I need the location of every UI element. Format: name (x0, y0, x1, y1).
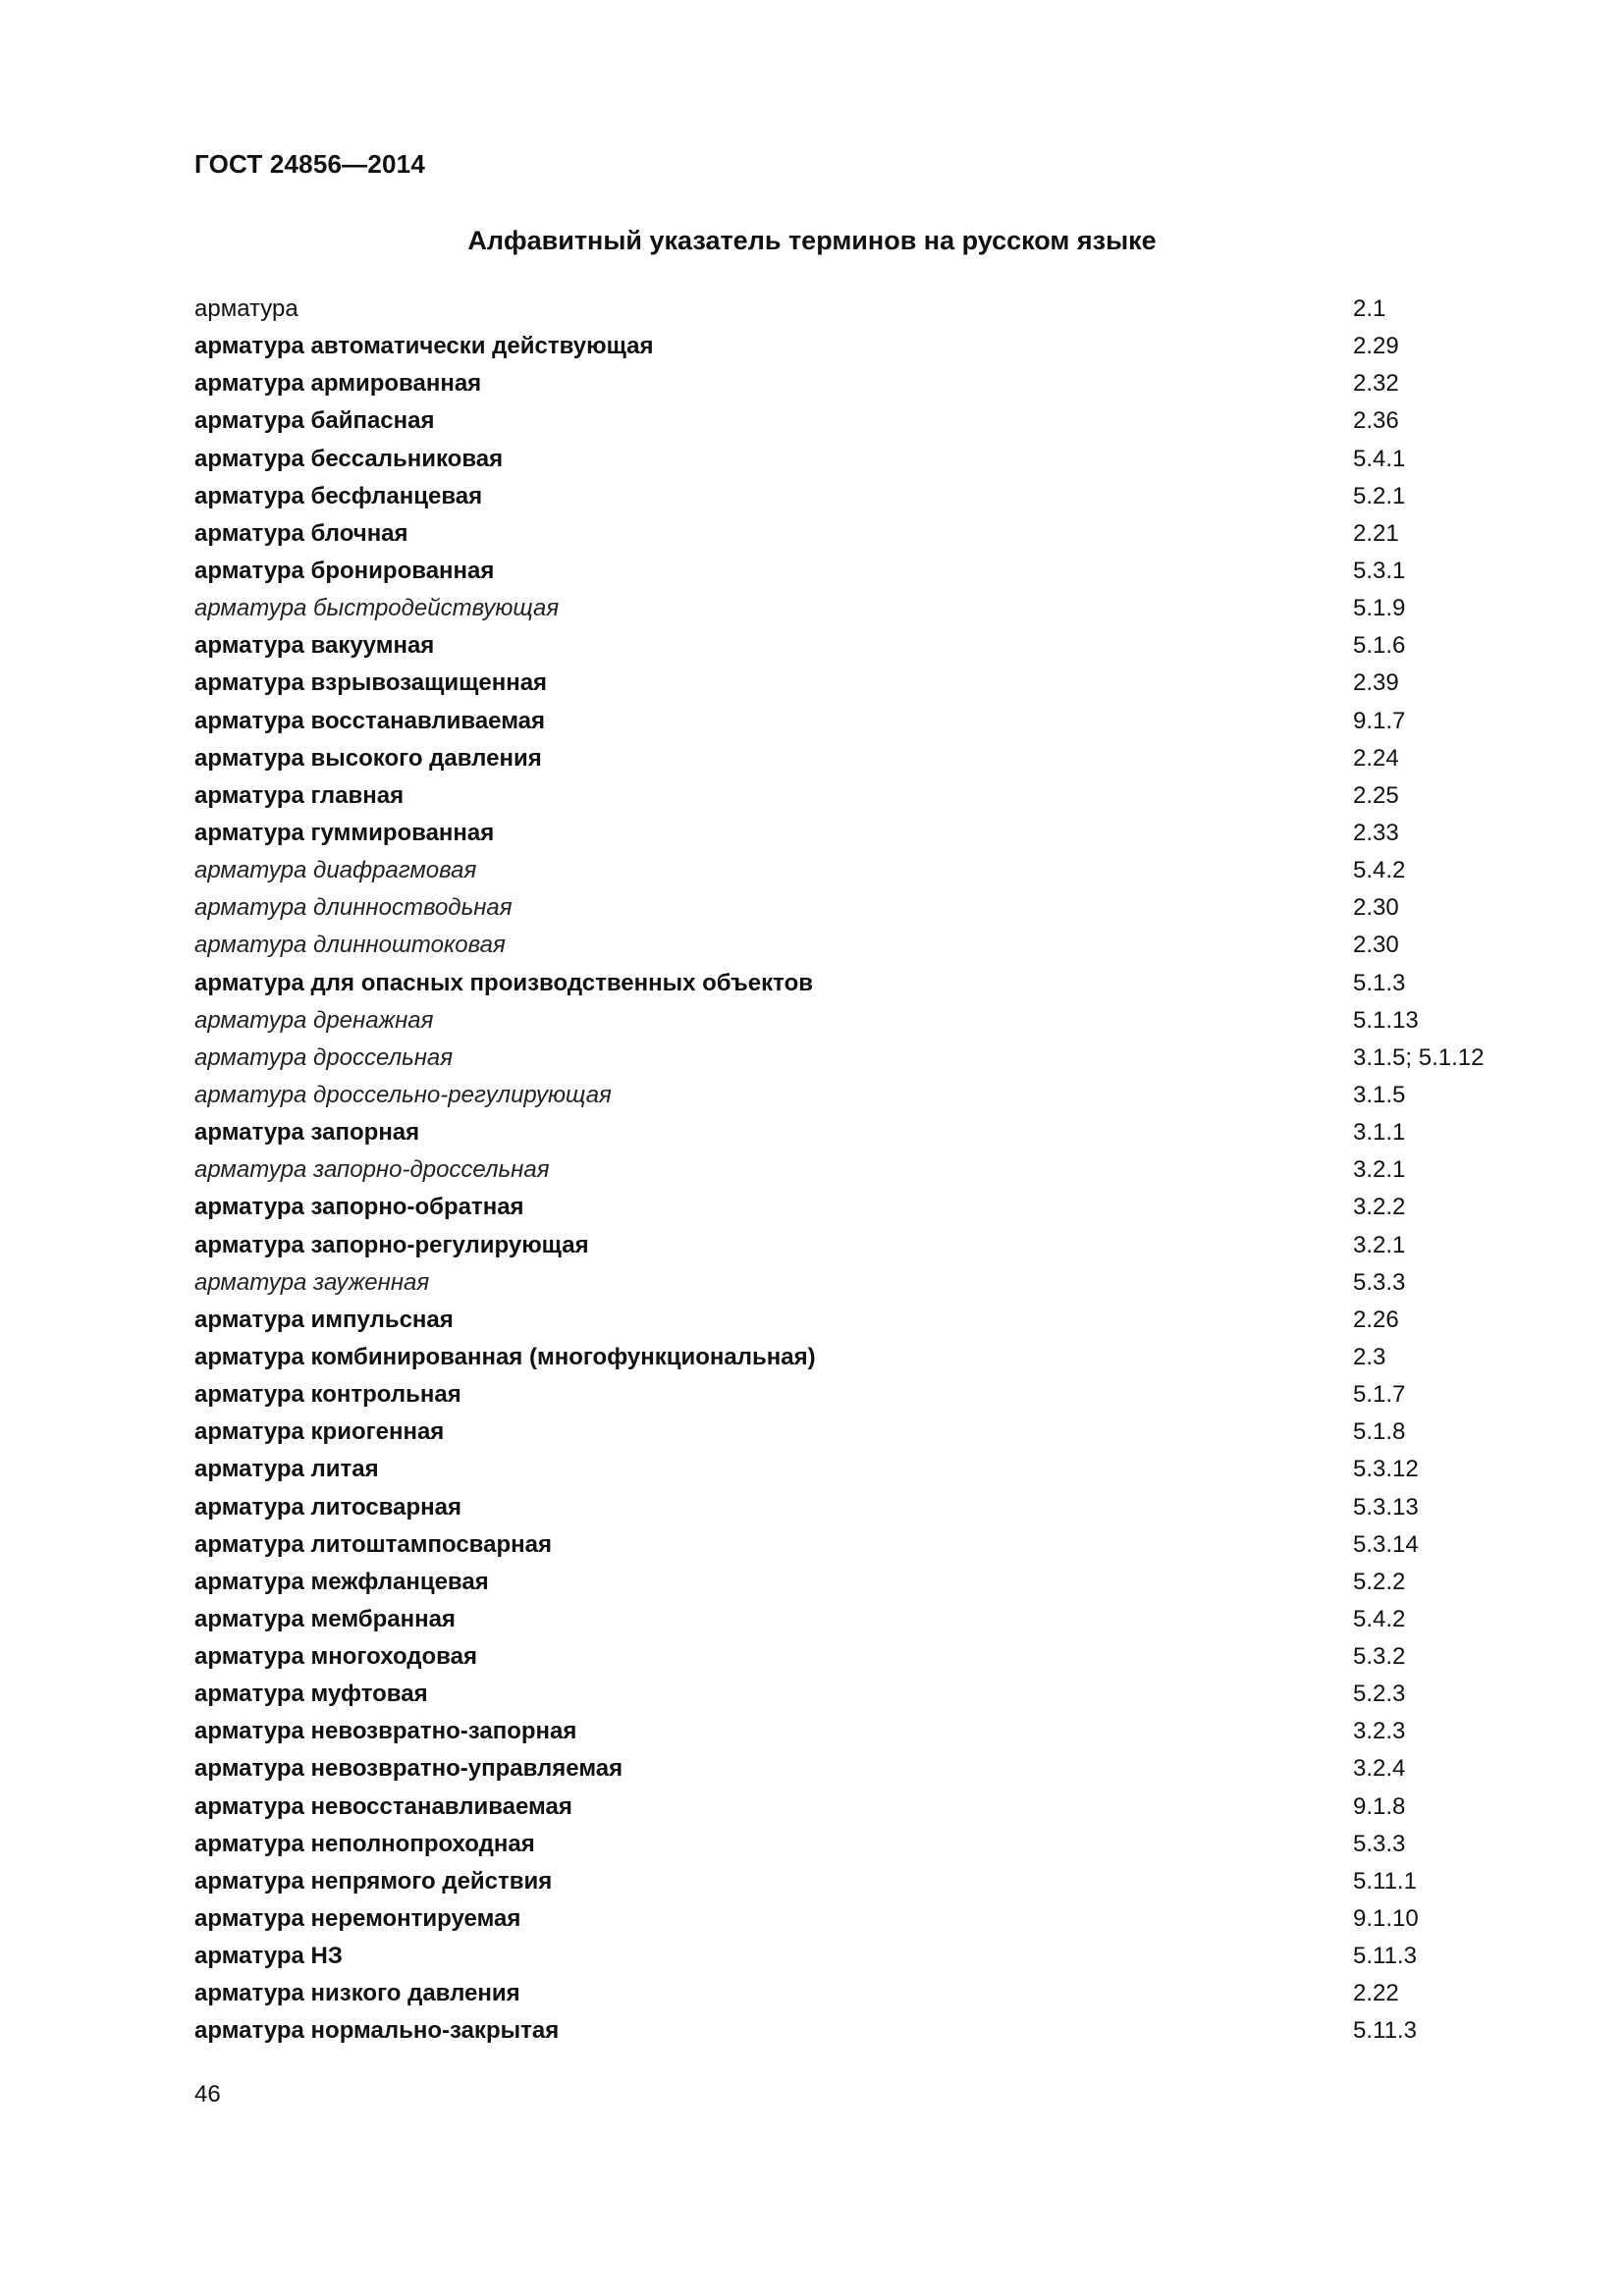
index-entry (194, 1826, 1500, 1863)
index-entry-reference: 5.4.2 (1353, 857, 1406, 884)
index-entry-term: арматура дроссельная (194, 1043, 454, 1071)
index-entry (194, 1189, 1500, 1226)
index-entry-reference: 5.4.2 (1353, 1605, 1406, 1632)
index-entry (194, 590, 1500, 627)
index-entry-reference: 2.39 (1353, 669, 1399, 697)
index-entry-reference: 3.1.5 (1353, 1081, 1406, 1108)
index-entry-term: арматура литая (194, 1456, 379, 1483)
index-entry-term: арматура гуммированная (194, 819, 495, 846)
index-entry (194, 1151, 1500, 1189)
index-entry-term: арматура нормально-закрытая (194, 2017, 560, 2045)
index-entry (194, 1789, 1500, 1826)
index-entry (194, 1414, 1500, 1451)
index-entry-term: арматура диафрагмовая (194, 857, 477, 884)
index-entry-term: арматура импульсная (194, 1306, 454, 1333)
index-entry-term: арматура многоходовая (194, 1643, 477, 1671)
index-entry (194, 478, 1500, 515)
index-entry-term: арматура для опасных производственных объектов (194, 969, 814, 996)
index-entry-term: арматура зауженная (194, 1268, 430, 1296)
index-entry (194, 777, 1500, 815)
index-entry-reference: 2.33 (1353, 819, 1399, 846)
index-entry (194, 1489, 1500, 1526)
index-entry-reference: 5.4.1 (1353, 445, 1406, 472)
index-entry (194, 1002, 1500, 1040)
index-entry-term: арматура бронированная (194, 557, 495, 584)
index-entry (194, 1713, 1500, 1750)
index-entry (194, 1451, 1500, 1488)
index-entries-list (194, 291, 1500, 2051)
index-entry (194, 1676, 1500, 1713)
index-entry-reference: 2.1 (1353, 295, 1386, 322)
index-entry-reference: 3.1.5; 5.1.12 (1353, 1043, 1485, 1071)
index-entry-term: арматура восстанавливаемая (194, 707, 545, 734)
index-entry-term: арматура НЗ (194, 1943, 343, 1970)
index-entry-term: арматура неполнопроходная (194, 1830, 535, 1857)
index-entry (194, 402, 1500, 440)
index-entry-reference: 5.3.3 (1353, 1830, 1406, 1857)
index-entry-term: арматура запорно-дроссельная (194, 1156, 550, 1184)
index-entry (194, 1750, 1500, 1788)
index-entry-term: арматура запорно-регулирующая (194, 1231, 589, 1258)
index-entry (194, 441, 1500, 478)
index-entry-term: арматура межфланцевая (194, 1568, 489, 1595)
index-entry-term: арматура муфтовая (194, 1681, 428, 1708)
index-entry (194, 1227, 1500, 1264)
index-entry (194, 515, 1500, 553)
index-entry-term: арматура литоштампосварная (194, 1530, 552, 1558)
index-entry-term: арматура блочная (194, 519, 408, 547)
index-entry-reference: 5.11.3 (1353, 2017, 1417, 2045)
index-entry (194, 1339, 1500, 1376)
index-entry-reference: 5.2.1 (1353, 482, 1406, 509)
index-entry-reference: 5.1.6 (1353, 632, 1406, 660)
index-title: Алфавитный указатель терминов на русском языке (467, 226, 1157, 255)
index-entry-reference: 3.1.1 (1353, 1119, 1406, 1147)
index-entry-reference: 2.24 (1353, 744, 1399, 772)
index-entry (194, 1601, 1500, 1638)
index-entry (194, 1264, 1500, 1302)
index-entry-term: арматура автоматически действующая (194, 333, 654, 360)
index-entry-reference: 2.30 (1353, 894, 1399, 922)
index-entry-reference: 5.2.3 (1353, 1681, 1406, 1708)
index-entry (194, 553, 1500, 590)
index-entry-term: арматура дренажная (194, 1006, 434, 1034)
index-entry-reference: 5.3.3 (1353, 1268, 1406, 1296)
index-entry-reference: 3.2.3 (1353, 1718, 1406, 1745)
index-entry-term: арматура запорная (194, 1119, 420, 1147)
index-entry (194, 1302, 1500, 1339)
index-entry-reference: 5.3.12 (1353, 1456, 1419, 1483)
index-entry-term: арматура главная (194, 781, 405, 809)
index-entry-term: арматура длинностводьная (194, 894, 513, 922)
index-entry (194, 703, 1500, 740)
index-entry (194, 1040, 1500, 1077)
index-entry-term: арматура запорно-обратная (194, 1194, 524, 1221)
index-entry-term: арматура мембранная (194, 1605, 456, 1632)
index-entry-term: арматура криогенная (194, 1418, 445, 1446)
index-entry-reference: 5.1.8 (1353, 1418, 1406, 1446)
index-entry-reference: 5.1.7 (1353, 1381, 1406, 1409)
index-entry (194, 1638, 1500, 1676)
index-entry-reference: 5.1.3 (1353, 969, 1406, 996)
index-entry-reference: 5.1.13 (1353, 1006, 1419, 1034)
index-entry-term: арматура длинноштоковая (194, 932, 506, 959)
index-entry (194, 328, 1500, 365)
index-entry (194, 665, 1500, 702)
index-entry-reference: 2.29 (1353, 333, 1399, 360)
index-entry-term: арматура невозвратно-управляемая (194, 1755, 623, 1783)
index-entry-reference: 3.2.1 (1353, 1156, 1406, 1184)
index-entry-reference: 2.22 (1353, 1980, 1399, 2007)
index-entry (194, 927, 1500, 964)
index-entry-term: арматура литосварная (194, 1493, 461, 1521)
index-entry-reference: 5.11.1 (1353, 1867, 1417, 1895)
index-entry-term: арматура невозвратно-запорная (194, 1718, 577, 1745)
index-entry-reference: 2.25 (1353, 781, 1399, 809)
index-entry (194, 2012, 1500, 2050)
index-entry-reference: 9.1.10 (1353, 1905, 1419, 1933)
index-entry-reference: 5.3.14 (1353, 1530, 1419, 1558)
index-entry-term: арматура (194, 295, 298, 322)
index-entry-term: арматура дроссельно-регулирующая (194, 1081, 612, 1108)
index-entry-reference: 2.3 (1353, 1343, 1386, 1370)
index-entry-term: арматура контрольная (194, 1381, 461, 1409)
page-number: 46 (194, 2081, 221, 2108)
index-entry-reference: 3.2.2 (1353, 1194, 1406, 1221)
index-entry-term: арматура невосстанавливаемая (194, 1792, 572, 1820)
index-entry (194, 1938, 1500, 1975)
index-entry-reference: 5.3.13 (1353, 1493, 1419, 1521)
index-entry-reference: 9.1.7 (1353, 707, 1406, 734)
index-entry (194, 965, 1500, 1002)
index-entry (194, 1975, 1500, 2012)
index-entry-term: арматура низкого давления (194, 1980, 520, 2007)
index-entry-reference: 2.30 (1353, 932, 1399, 959)
index-entry-reference: 5.11.3 (1353, 1943, 1417, 1970)
index-entry-term: арматура непрямого действия (194, 1867, 553, 1895)
index-entry-reference: 5.1.9 (1353, 595, 1406, 622)
index-entry (194, 1900, 1500, 1938)
index-entry-reference: 2.21 (1353, 519, 1399, 547)
index-entry (194, 1863, 1500, 1900)
index-entry-reference: 5.3.2 (1353, 1643, 1406, 1671)
index-entry-reference: 9.1.8 (1353, 1792, 1406, 1820)
index-entry-term: арматура высокого давления (194, 744, 542, 772)
index-entry (194, 627, 1500, 665)
index-entry (194, 740, 1500, 777)
index-entry-reference: 2.26 (1353, 1306, 1399, 1333)
index-entry (194, 852, 1500, 889)
document-code-header: ГОСТ 24856—2014 (194, 149, 425, 179)
index-entry-reference: 3.2.1 (1353, 1231, 1406, 1258)
index-entry (194, 1077, 1500, 1114)
index-entry (194, 1526, 1500, 1564)
index-entry-term: арматура бесфланцевая (194, 482, 483, 509)
index-entry-term: арматура вакуумная (194, 632, 435, 660)
index-entry (194, 1114, 1500, 1151)
index-entry-term: арматура армированная (194, 370, 482, 398)
index-entry (194, 291, 1500, 328)
index-entry-reference: 2.32 (1353, 370, 1399, 398)
index-entry (194, 815, 1500, 852)
index-entry-term: арматура байпасная (194, 407, 435, 435)
index-entry (194, 365, 1500, 402)
index-entry-term: арматура комбинированная (многофункциональная) (194, 1343, 816, 1370)
index-entry-term: арматура быстродействующая (194, 595, 560, 622)
index-entry-reference: 2.36 (1353, 407, 1399, 435)
index-entry-term: арматура бессальниковая (194, 445, 504, 472)
index-entry-reference: 5.2.2 (1353, 1568, 1406, 1595)
index-entry-reference: 3.2.4 (1353, 1755, 1406, 1783)
index-entry (194, 1376, 1500, 1414)
index-entry (194, 1564, 1500, 1601)
index-entry-term: арматура взрывозащищенная (194, 669, 548, 697)
index-entry (194, 889, 1500, 927)
index-entry-term: арматура неремонтируемая (194, 1905, 521, 1933)
index-entry-reference: 5.3.1 (1353, 557, 1406, 584)
